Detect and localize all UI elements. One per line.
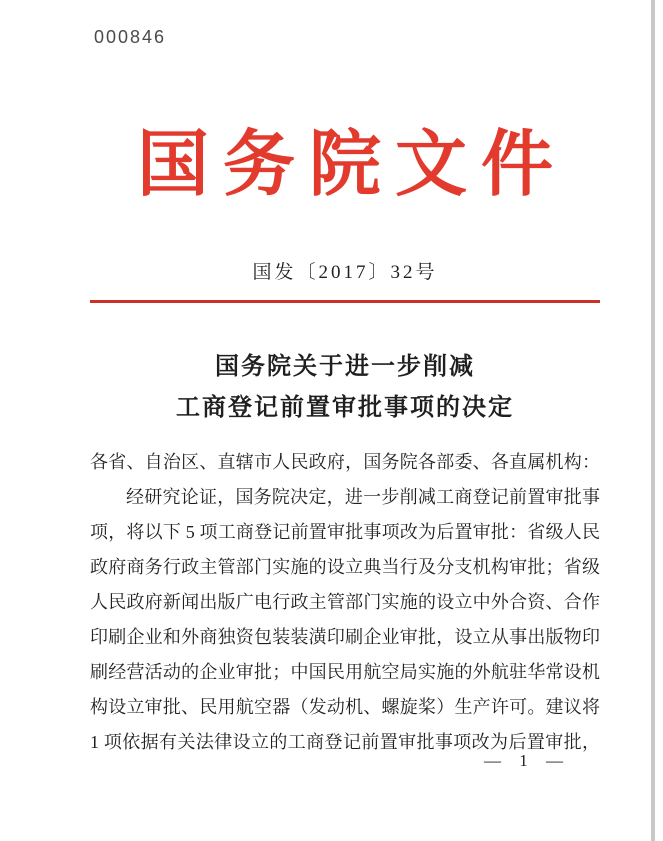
salutation-line: 各省、自治区、直辖市人民政府，国务院各部委、各直属机构： <box>90 451 600 472</box>
body-line-4: 人民政府新闻出版广电行政主管部门实施的设立中外合资、合作 <box>90 591 600 612</box>
page-number: — 1 — <box>484 751 570 770</box>
body-line-6: 刷经营活动的企业审批；中国民用航空局实施的外航驻华常设机 <box>90 661 600 682</box>
body-line-3: 政府商务行政主管部门实施的设立典当行及分支机构审批；省级 <box>90 556 600 577</box>
document-number: 国发〔2017〕32号 <box>252 261 438 283</box>
body-line-2: 项，将以下 5 项工商登记前置审批事项改为后置审批：省级人民 <box>90 521 600 542</box>
letterhead-title: 国务院文件 <box>136 125 567 205</box>
scan-edge-artifact <box>651 0 655 841</box>
body-line-5: 印刷企业和外商独资包装装潢印刷企业审批，设立从事出版物印 <box>90 626 600 647</box>
document-body <box>90 445 600 760</box>
red-divider-rule <box>90 300 600 303</box>
document-title-line-1: 国务院关于进一步削减 <box>215 353 475 380</box>
serial-number-stamp: 000846 <box>94 27 167 47</box>
body-line-1: 经研究论证，国务院决定，进一步削减工商登记前置审批事 <box>126 486 600 507</box>
body-line-7: 构设立审批、民用航空器（发动机、螺旋桨）生产许可。建议将 <box>90 696 600 717</box>
body-line-8: 1 项依据有关法律设立的工商登记前置审批事项改为后置审批， <box>90 731 600 752</box>
document-title <box>90 347 600 429</box>
document-content <box>90 0 600 760</box>
document-title-line-2: 工商登记前置审批事项的决定 <box>176 394 514 421</box>
